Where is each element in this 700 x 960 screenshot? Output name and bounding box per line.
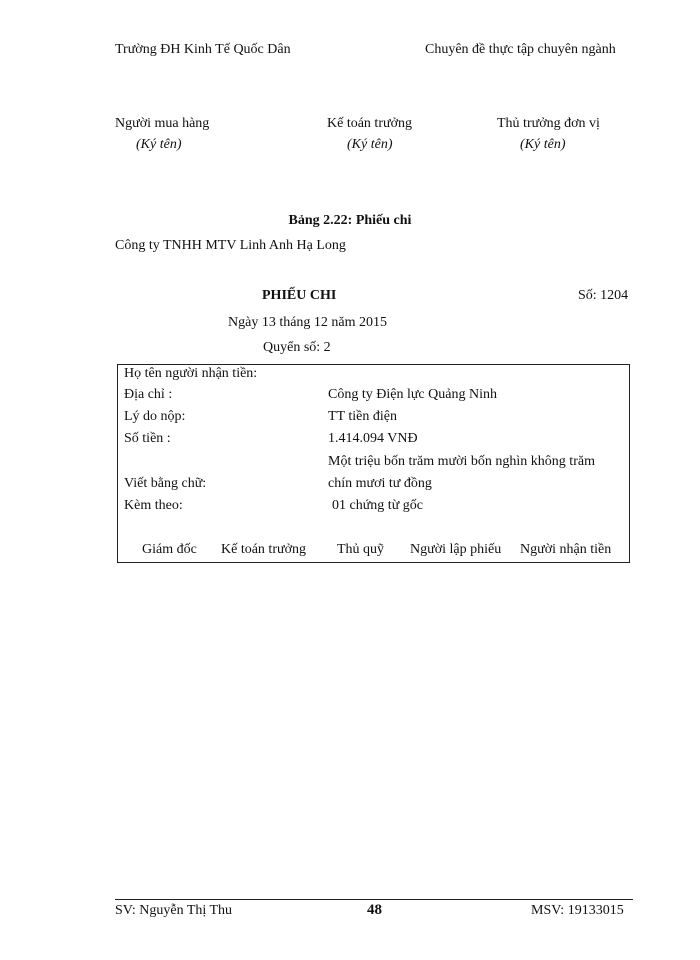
reason-value: TT tiền điện: [328, 409, 397, 424]
company-name: Công ty TNHH MTV Linh Anh Hạ Long: [115, 238, 346, 253]
voucher-title: PHIẾU CHI: [262, 288, 337, 303]
page-number: 48: [367, 902, 382, 918]
address-value: Công ty Điện lực Quảng Ninh: [328, 387, 497, 402]
header-subject: Chuyên đề thực tập chuyên ngành: [425, 42, 616, 57]
signature-recipient: Người nhận tiền: [520, 542, 612, 557]
footer-divider: [115, 899, 633, 900]
signature-director: Giám đốc: [142, 542, 197, 557]
footer-student: SV: Nguyễn Thị Thu: [115, 903, 233, 918]
amount-words-line1: Một triệu bốn trăm mười bốn nghìn không trăm: [328, 454, 595, 469]
address-label: Địa chỉ :: [124, 387, 173, 402]
amount-words-label: Viết bằng chữ:: [124, 476, 207, 491]
amount-value: 1.414.094 VNĐ: [328, 431, 418, 446]
amount-words-line2: chín mươi tư đồng: [328, 476, 432, 491]
signature-buyer-title: Người mua hàng: [115, 116, 210, 131]
footer-student-id: MSV: 19133015: [531, 903, 624, 918]
voucher-date: Ngày 13 tháng 12 năm 2015: [228, 315, 388, 330]
signature-head-title: Thủ trưởng đơn vị: [497, 116, 600, 131]
signature-chief-accountant: Kế toán trưởng: [221, 542, 306, 557]
reason-label: Lý do nộp:: [124, 409, 186, 424]
signature-preparer: Người lập phiếu: [410, 542, 502, 557]
signature-cashier: Thủ quỹ: [337, 542, 385, 557]
signature-buyer-note: (Ký tên): [136, 137, 182, 152]
signature-chief-accountant-note: (Ký tên): [347, 137, 393, 152]
voucher-box: [117, 364, 630, 563]
attachment-value: 01 chứng từ gốc: [332, 498, 423, 513]
amount-label: Số tiền :: [124, 431, 171, 446]
header-school: Trường ĐH Kinh Tế Quốc Dân: [115, 42, 291, 57]
attachment-label: Kèm theo:: [124, 498, 183, 513]
signature-head-note: (Ký tên): [520, 137, 566, 152]
voucher-book: Quyển số: 2: [263, 340, 331, 355]
signature-chief-accountant-title: Kế toán trưởng: [327, 116, 412, 131]
voucher-number: Số: 1204: [578, 288, 629, 303]
recipient-label: Họ tên người nhận tiền:: [124, 366, 258, 381]
table-caption: Bảng 2.22: Phiếu chi: [288, 213, 412, 228]
